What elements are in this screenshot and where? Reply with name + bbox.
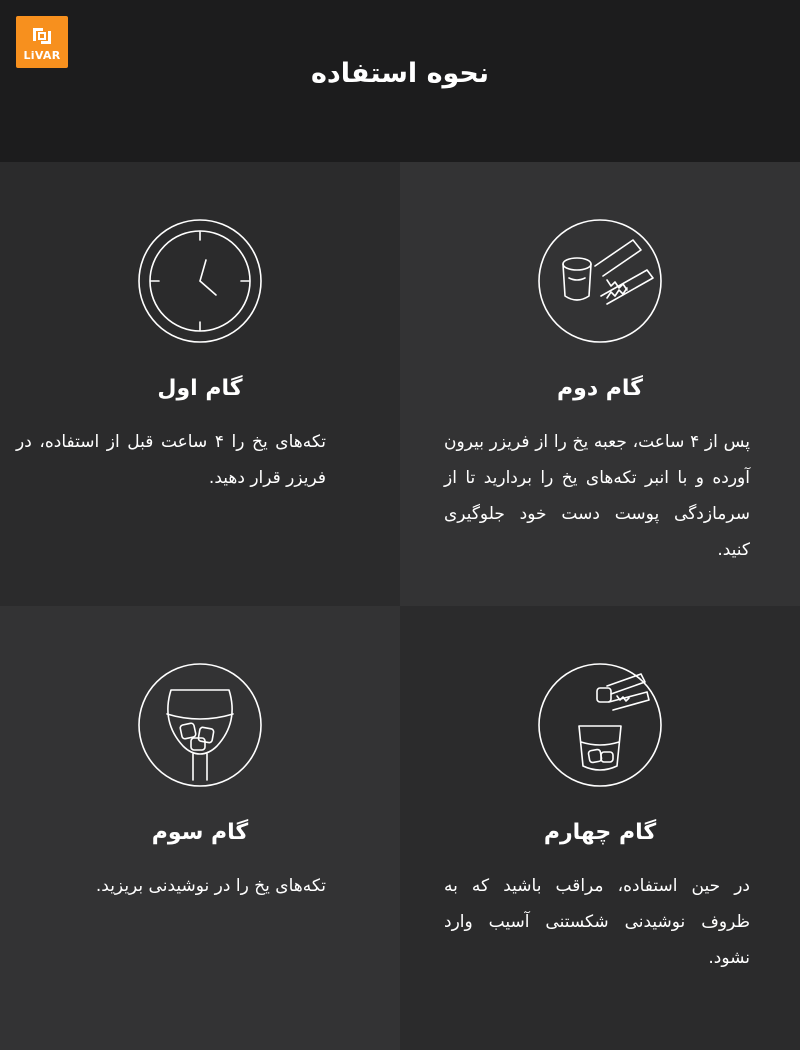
page-title: نحوه استفاده: [310, 58, 490, 89]
clock-icon: [137, 218, 263, 344]
step-title: گام اول: [157, 376, 243, 401]
step-description: در حین استفاده، مراقب باشید که به ظروف نوشیدنی شکستنی آسیب وارد نشود.: [444, 876, 750, 968]
step-description: تکه‌های یخ را ۴ ساعت قبل از استفاده، در فریزر قرار دهید.: [16, 432, 326, 488]
wine-glass-ice-icon: [137, 662, 263, 788]
step-panel-1: [0, 162, 400, 606]
step-panel-3: [0, 606, 400, 1050]
step-description: تکه‌های یخ را در نوشیدنی بریزید.: [95, 876, 326, 896]
step-title: گام دوم: [557, 376, 643, 401]
tongs-glass-icon: [537, 662, 663, 788]
logo-text: LiVAR: [23, 48, 61, 62]
livar-logo-icon: [30, 24, 54, 48]
step-description: پس از ۴ ساعت، جعبه یخ را از فریزر بیرون آورده و با انبر تکه‌های یخ را بردارید تا از سرمازدگی پوست دست خود جلوگیری کنید.: [444, 432, 750, 560]
header: [0, 0, 800, 162]
step-panel-2: [400, 162, 800, 606]
step-title: گام چهارم: [543, 820, 657, 845]
step-title: گام سوم: [151, 820, 249, 845]
ice-tongs-icon: [537, 218, 663, 344]
step-panel-4: [400, 606, 800, 1050]
